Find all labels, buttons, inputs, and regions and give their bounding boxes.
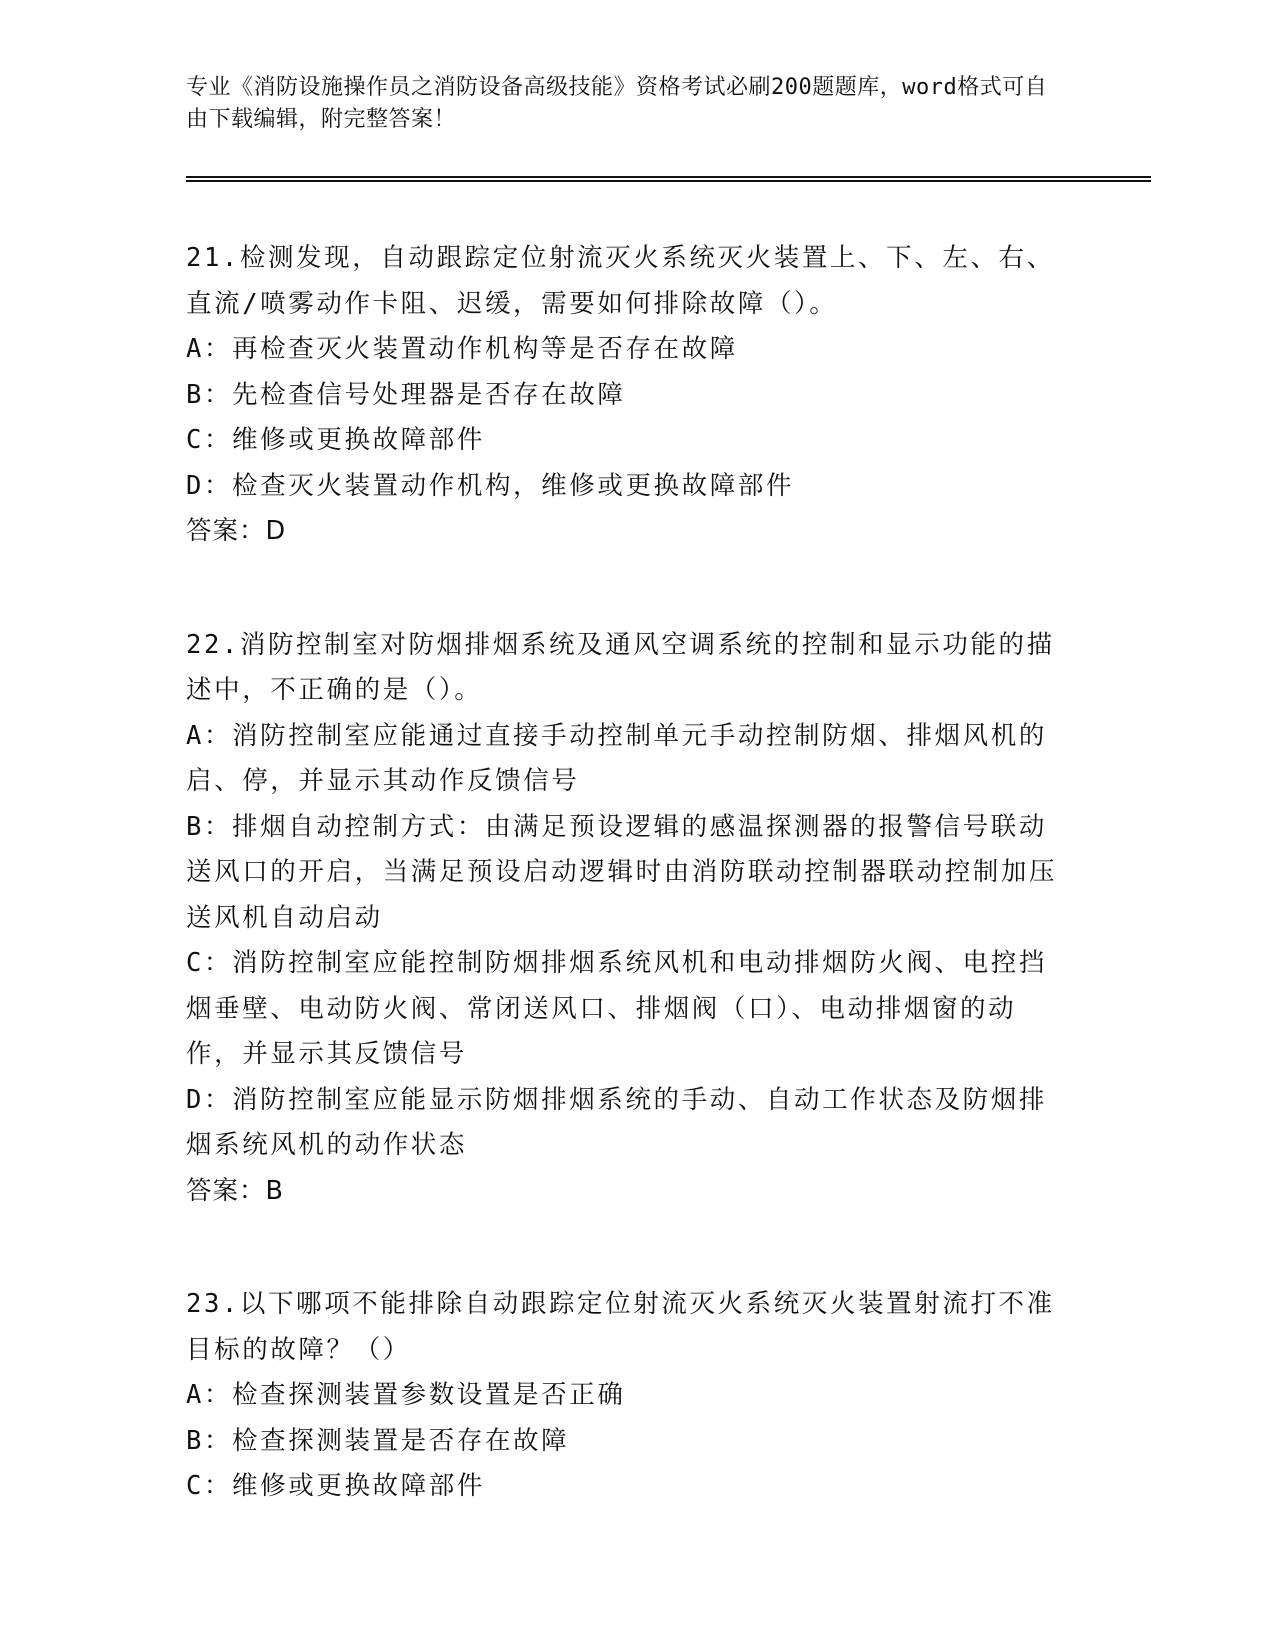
option-c: C：维修或更换故障部件 (186, 425, 485, 455)
option-b: B：检查探测装置是否存在故障 (186, 1425, 570, 1456)
option-d: D：消防控制室应能显示防烟排烟系统的手动、自动工作状态及防烟排烟系统风机的动作状态 (186, 1084, 1047, 1160)
header-divider (186, 176, 1151, 182)
question-list (186, 236, 1066, 1578)
option-c: C：消防控制室应能控制防烟排烟系统风机和电动排烟防火阀、电控挡烟垂壁、电动防火阀、常闭送风口、排烟阀（口）、电动排烟窗的动作，并显示其反馈信号 (186, 948, 1047, 1069)
document-page (186, 0, 1151, 1650)
answer: 答案：D (186, 516, 287, 546)
option-a: A：消防控制室应能通过直接手动控制单元手动控制防烟、排烟风机的启、停，并显示其动作反馈信号 (186, 720, 1047, 796)
question-stem: 21.检测发现，自动跟踪定位射流灭火系统灭火装置上、下、左、右、直流/喷雾动作卡阻、迟缓，需要如何排除故障（）。 (186, 243, 1055, 319)
question-23 (186, 1282, 1066, 1510)
option-b: B：排烟自动控制方式：由满足预设逻辑的感温探测器的报警信号联动送风口的开启，当满足预设启动逻辑时由消防联动控制器联动控制加压送风机自动启动 (186, 811, 1058, 933)
option-c: C：维修或更换故障部件 (186, 1471, 485, 1501)
option-a: A：检查探测装置参数设置是否正确 (186, 1380, 626, 1410)
question-stem: 23.以下哪项不能排除自动跟踪定位射流灭火系统灭火装置射流打不准目标的故障？（） (186, 1289, 1055, 1365)
option-b: B：先检查信号处理器是否存在故障 (186, 379, 626, 410)
document-header: 专业《消防设施操作员之消防设备高级技能》资格考试必刷200题题库，word格式可自由下载编辑，附完整答案！ (186, 75, 1048, 132)
answer: 答案：B (186, 1175, 284, 1206)
question-21 (186, 236, 1066, 555)
option-a: A：再检查灭火装置动作机构等是否存在故障 (186, 334, 738, 364)
question-22 (186, 623, 1066, 1215)
question-stem: 22.消防控制室对防烟排烟系统及通风空调系统的控制和显示功能的描述中，不正确的是（）。 (186, 629, 1055, 705)
option-d: D：检查灭火装置动作机构，维修或更换故障部件 (186, 470, 795, 501)
